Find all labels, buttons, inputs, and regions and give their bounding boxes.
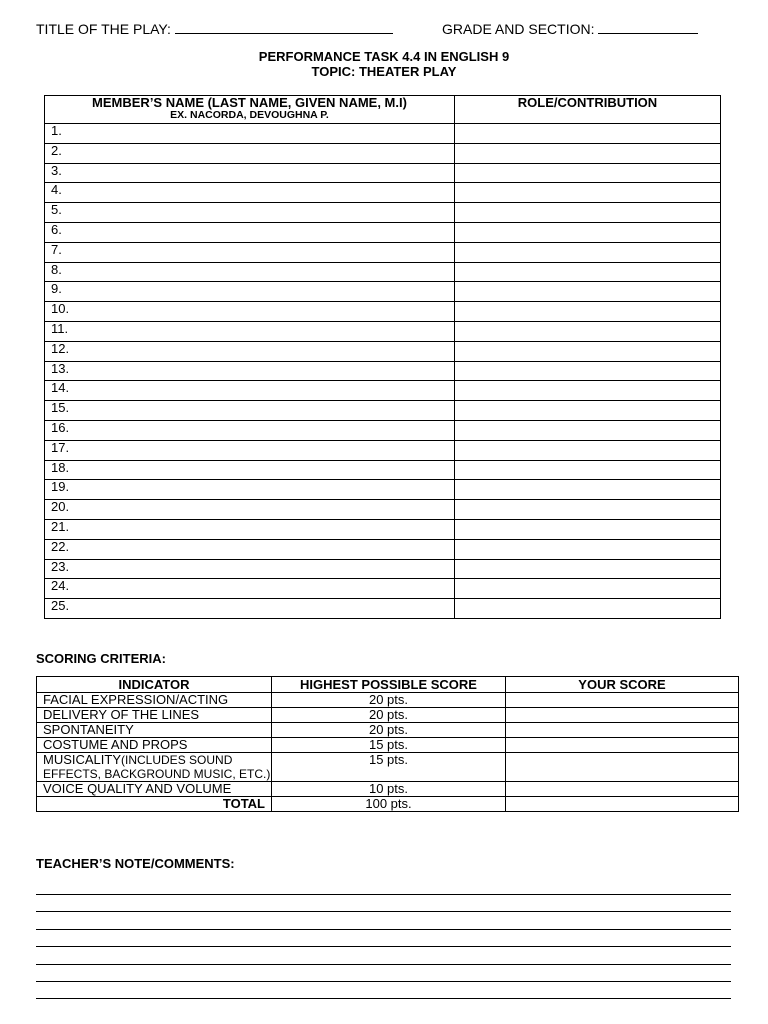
member-role-cell[interactable] bbox=[455, 183, 721, 203]
member-name-cell[interactable]: 2. bbox=[45, 143, 455, 163]
scoring-criteria-label: SCORING CRITERIA: bbox=[36, 651, 166, 666]
member-role-cell[interactable] bbox=[455, 341, 721, 361]
indicator-cell bbox=[37, 782, 272, 797]
member-name-cell[interactable]: 15. bbox=[45, 401, 455, 421]
member-name-cell[interactable]: 5. bbox=[45, 203, 455, 223]
member-row bbox=[45, 480, 721, 500]
highest-score-cell: 15 pts. bbox=[272, 738, 506, 753]
member-name-cell[interactable]: 24. bbox=[45, 579, 455, 599]
member-row bbox=[45, 420, 721, 440]
play-title-blank[interactable] bbox=[175, 21, 393, 34]
highest-score-cell: 20 pts. bbox=[272, 693, 506, 708]
note-line[interactable] bbox=[36, 894, 731, 895]
member-row bbox=[45, 282, 721, 302]
member-name-cell[interactable]: 8. bbox=[45, 262, 455, 282]
member-row bbox=[45, 440, 721, 460]
member-name-cell[interactable]: 18. bbox=[45, 460, 455, 480]
member-row bbox=[45, 361, 721, 381]
member-row bbox=[45, 579, 721, 599]
member-role-cell[interactable] bbox=[455, 460, 721, 480]
member-row bbox=[45, 599, 721, 619]
member-role-cell[interactable] bbox=[455, 579, 721, 599]
member-name-cell[interactable]: 25. bbox=[45, 599, 455, 619]
member-role-cell[interactable] bbox=[455, 124, 721, 144]
member-role-cell[interactable] bbox=[455, 539, 721, 559]
member-row bbox=[45, 401, 721, 421]
member-role-cell[interactable] bbox=[455, 282, 721, 302]
member-role-cell[interactable] bbox=[455, 361, 721, 381]
your-score-cell[interactable] bbox=[506, 753, 739, 782]
indicator-text: VOICE QUALITY AND VOLUME bbox=[43, 781, 232, 796]
member-role-cell[interactable] bbox=[455, 321, 721, 341]
member-role-cell[interactable] bbox=[455, 480, 721, 500]
member-role-cell[interactable] bbox=[455, 222, 721, 242]
note-line[interactable] bbox=[36, 946, 731, 947]
note-line[interactable] bbox=[36, 929, 731, 930]
member-name-cell[interactable]: 10. bbox=[45, 302, 455, 322]
member-name-cell[interactable]: 7. bbox=[45, 242, 455, 262]
highest-score-header: HIGHEST POSSIBLE SCORE bbox=[272, 677, 506, 693]
member-row bbox=[45, 539, 721, 559]
member-row bbox=[45, 143, 721, 163]
topic-title: TOPIC: THEATER PLAY bbox=[311, 64, 457, 79]
indicator-text: MUSICALITY bbox=[43, 752, 122, 767]
criteria-row bbox=[37, 723, 739, 738]
member-role-cell[interactable] bbox=[455, 559, 721, 579]
highest-score-cell: 20 pts. bbox=[272, 723, 506, 738]
indicator-cell bbox=[37, 738, 272, 753]
member-row bbox=[45, 381, 721, 401]
member-name-cell[interactable]: 22. bbox=[45, 539, 455, 559]
play-title-field bbox=[36, 21, 393, 37]
member-row bbox=[45, 262, 721, 282]
member-name-cell[interactable]: 4. bbox=[45, 183, 455, 203]
role-column-header: ROLE/CONTRIBUTION bbox=[455, 96, 721, 124]
member-name-cell[interactable]: 14. bbox=[45, 381, 455, 401]
indicator-note: (INCLUDES SOUND EFFECTS, BACKGROUND MUSIC, ETC.) bbox=[43, 753, 271, 781]
member-row bbox=[45, 203, 721, 223]
name-column-title: MEMBER’S NAME (LAST NAME, GIVEN NAME, M.I) bbox=[92, 95, 407, 110]
member-name-cell[interactable]: 16. bbox=[45, 420, 455, 440]
name-column-header bbox=[45, 96, 455, 124]
member-name-cell[interactable]: 17. bbox=[45, 440, 455, 460]
member-role-cell[interactable] bbox=[455, 242, 721, 262]
member-name-cell[interactable]: 12. bbox=[45, 341, 455, 361]
teacher-notes-label: TEACHER’S NOTE/COMMENTS: bbox=[36, 856, 235, 871]
grade-section-label: GRADE AND SECTION: bbox=[442, 21, 595, 37]
total-points: 100 pts. bbox=[272, 797, 506, 812]
member-row bbox=[45, 242, 721, 262]
name-column-example: EX. NACORDA, DEVOUGHNA P. bbox=[170, 109, 329, 121]
member-row bbox=[45, 183, 721, 203]
member-row bbox=[45, 302, 721, 322]
member-name-cell[interactable]: 9. bbox=[45, 282, 455, 302]
total-row bbox=[37, 797, 739, 812]
member-row bbox=[45, 559, 721, 579]
member-name-cell[interactable]: 23. bbox=[45, 559, 455, 579]
member-row bbox=[45, 500, 721, 520]
member-role-cell[interactable] bbox=[455, 500, 721, 520]
note-line[interactable] bbox=[36, 981, 731, 982]
member-role-cell[interactable] bbox=[455, 203, 721, 223]
member-role-cell[interactable] bbox=[455, 599, 721, 619]
criteria-row bbox=[37, 708, 739, 723]
indicator-text: COSTUME AND PROPS bbox=[43, 737, 188, 752]
task-title: PERFORMANCE TASK 4.4 IN ENGLISH 9 bbox=[258, 49, 510, 64]
member-row bbox=[45, 321, 721, 341]
note-line[interactable] bbox=[36, 964, 731, 965]
indicator-text: SPONTANEITY bbox=[43, 722, 134, 737]
member-name-cell[interactable]: 19. bbox=[45, 480, 455, 500]
member-name-cell[interactable]: 11. bbox=[45, 321, 455, 341]
criteria-row bbox=[37, 693, 739, 708]
member-role-cell[interactable] bbox=[455, 401, 721, 421]
total-label: TOTAL bbox=[37, 797, 272, 812]
member-name-cell[interactable]: 6. bbox=[45, 222, 455, 242]
total-your-score-cell[interactable] bbox=[506, 797, 739, 812]
member-row bbox=[45, 124, 721, 144]
your-score-header: YOUR SCORE bbox=[506, 677, 739, 693]
criteria-row bbox=[37, 753, 739, 782]
member-role-cell[interactable] bbox=[455, 163, 721, 183]
your-score-cell[interactable] bbox=[506, 738, 739, 753]
indicator-header: INDICATOR bbox=[37, 677, 272, 693]
member-role-cell[interactable] bbox=[455, 519, 721, 539]
member-name-cell[interactable]: 20. bbox=[45, 500, 455, 520]
highest-score-cell: 20 pts. bbox=[272, 708, 506, 723]
member-name-cell[interactable]: 1. bbox=[45, 124, 455, 144]
member-name-cell[interactable]: 13. bbox=[45, 361, 455, 381]
member-role-cell[interactable] bbox=[455, 262, 721, 282]
indicator-cell bbox=[37, 708, 272, 723]
highest-score-cell: 15 pts. bbox=[272, 753, 506, 782]
note-line[interactable] bbox=[36, 998, 731, 999]
member-role-cell[interactable] bbox=[455, 440, 721, 460]
member-role-cell[interactable] bbox=[455, 420, 721, 440]
criteria-row bbox=[37, 738, 739, 753]
note-line[interactable] bbox=[36, 911, 731, 912]
member-role-cell[interactable] bbox=[455, 302, 721, 322]
member-row bbox=[45, 341, 721, 361]
highest-score-cell: 10 pts. bbox=[272, 782, 506, 797]
member-name-cell[interactable]: 3. bbox=[45, 163, 455, 183]
indicator-text: DELIVERY OF THE LINES bbox=[43, 707, 200, 722]
your-score-cell[interactable] bbox=[506, 782, 739, 797]
member-name-cell[interactable]: 21. bbox=[45, 519, 455, 539]
play-title-label: TITLE OF THE PLAY: bbox=[36, 21, 171, 37]
member-row bbox=[45, 163, 721, 183]
member-row bbox=[45, 460, 721, 480]
indicator-text: FACIAL EXPRESSION/ACTING bbox=[43, 692, 229, 707]
your-score-cell[interactable] bbox=[506, 708, 739, 723]
member-role-cell[interactable] bbox=[455, 381, 721, 401]
member-row bbox=[45, 222, 721, 242]
your-score-cell[interactable] bbox=[506, 693, 739, 708]
indicator-cell bbox=[37, 723, 272, 738]
scoring-table bbox=[36, 676, 739, 812]
indicator-cell bbox=[37, 693, 272, 708]
criteria-row bbox=[37, 782, 739, 797]
member-row bbox=[45, 519, 721, 539]
your-score-cell[interactable] bbox=[506, 723, 739, 738]
indicator-cell bbox=[37, 753, 272, 782]
members-table bbox=[44, 95, 721, 619]
grade-section-blank[interactable] bbox=[598, 21, 698, 34]
member-role-cell[interactable] bbox=[455, 143, 721, 163]
grade-section-field bbox=[442, 21, 698, 37]
